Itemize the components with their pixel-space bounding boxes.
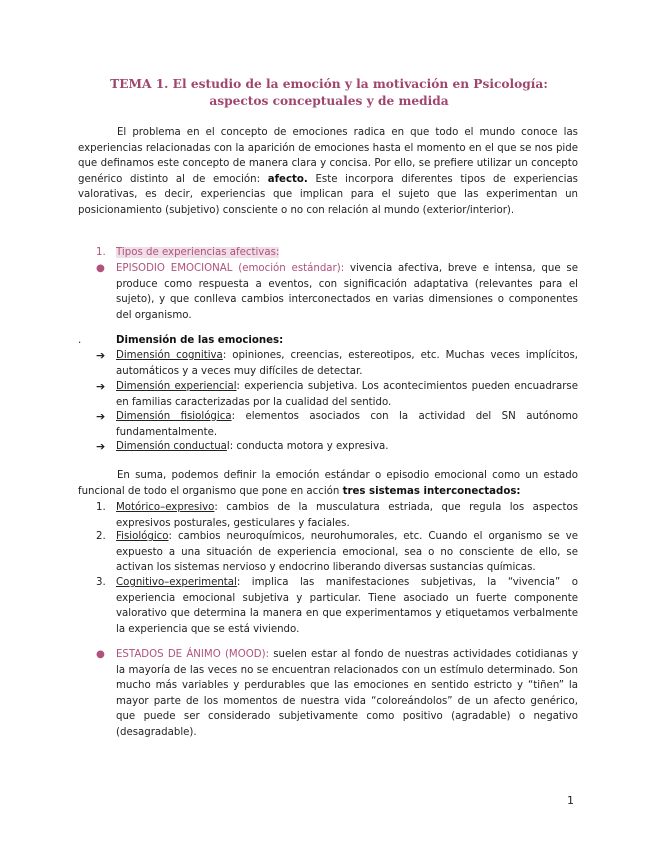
- episodio-text: vivencia afectiva, breve e intensa, que se produce como respuesta a eventos, con significación adaptativa (relevantes para el sujeto), y que conlleva cambios interconectados en varias dimensiones o componentes del organismo.: [116, 263, 578, 321]
- dim-term: Dimensión cognitiva: [116, 350, 223, 361]
- dim-term: Dimensión conductua: [116, 441, 227, 452]
- list-item-dim-experiencial: [78, 379, 578, 410]
- section-tipos: [78, 245, 578, 261]
- system-text: : cambios de la musculatura estriada, que regula los aspectos expresivos posturales, gesticulares y faciales.: [116, 502, 578, 529]
- list-item-dim-conductual: [78, 439, 578, 455]
- list-item-system-3: [78, 575, 578, 637]
- summary-text: En suma, podemos definir la emoción estándar o episodio emocional como un estado funcional de todo el organismo que pone en acción: [78, 470, 578, 497]
- dimension-heading: Dimensión de las emociones:: [116, 335, 284, 346]
- system-text: : implica las manifestaciones subjetivas, la “vivencia” o experiencia emocional subjetiva y particular. Tiene asociado un fuerte componente valorativo que determina la manera en que experimentamos y etiquetamos verbalmente la experiencia que se está viviendo.: [116, 577, 578, 635]
- arrow-right-icon: ➔: [96, 349, 106, 362]
- arrow-right-icon: ➔: [96, 410, 106, 423]
- estados-label: ESTADOS DE ÁNIMO (MOOD):: [116, 649, 269, 660]
- intro-paragraph: [78, 125, 578, 218]
- dim-text: : opiniones, creencias, estereotipos, etc. Muchas veces implícitos, automáticos y a veces muy difíciles de detectar.: [116, 350, 578, 377]
- summary-bold: tres sistemas interconectados:: [342, 485, 521, 497]
- system-number: 1.: [96, 502, 106, 513]
- system-term: Motórico–expresivo: [116, 502, 215, 513]
- intro-bold-term: afecto.: [267, 173, 308, 185]
- list-item-episodio: [78, 261, 578, 323]
- arrow-right-icon: ➔: [96, 440, 106, 453]
- arrow-right-icon: ➔: [96, 380, 106, 393]
- dim-text: : elementos asociados con la actividad del SN autónomo fundamentalmente.: [116, 411, 578, 438]
- list-item-system-2: [78, 529, 578, 576]
- episodio-label: EPISODIO EMOCIONAL (emoción estándar):: [116, 263, 345, 274]
- dim-term: Dimensión experiencial: [116, 381, 237, 392]
- dim-text: : experiencia subjetiva. Los acontecimientos pueden encuadrarse en familias caracterizadas por la cualidad del sentido.: [116, 381, 578, 408]
- system-number: 3.: [96, 577, 106, 588]
- bullet-icon: ●: [96, 263, 105, 274]
- dimension-marker: .: [78, 335, 82, 346]
- dimension-heading-row: [78, 333, 578, 349]
- summary-paragraph: [78, 468, 578, 499]
- dim-text: l: conducta motora y expresiva.: [226, 441, 389, 452]
- system-number: 2.: [96, 531, 106, 542]
- system-text: : cambios neuroquímicos, neurohumorales, etc. Cuando el organismo se ve expuesto a una situación de experiencia emocional, sea o no consciente de ello, se activan los sistemas nervioso y endocrino liberando diversas sustancias químicas.: [116, 531, 578, 573]
- list-item-dim-cognitiva: [78, 348, 578, 379]
- system-term: Cognitivo–experimental: [116, 577, 237, 588]
- list-item-estados: [78, 647, 578, 740]
- intro-text-before: El problema en el concepto de emociones radica en que todo el mundo conoce las experiencias relacionadas con la aparición de emociones hasta el momento en el que se nos pide que definamos este concepto de manera clara y concisa. Por ello, se prefiere utilizar un concepto genérico distinto al de emoción:: [78, 127, 578, 185]
- estados-text: suelen estar al fondo de nuestras actividades cotidianas y la mayoría de las veces no se encuentran relacionados con un estímulo determinado. Son mucho más variables y perdurables que las emociones en sentido estricto y “tiñen” la mayor parte de los momentos de nuestra vida “coloreándolos” de un afecto genérico, que puede ser considerado subjetivamente como positivo (agradable) o negativo (desagradable).: [116, 649, 578, 738]
- page-title: TEMA 1. El estudio de la emoción y la motivación en Psicología: aspectos conceptuales y de medida: [110, 77, 548, 108]
- section-tipos-label: Tipos de experiencias afectivas:: [116, 247, 280, 258]
- intro-text-after: Este incorpora diferentes tipos de experiencias valorativas, es decir, experiencias que implican para el sujeto que las experimentan un posicionamiento (subjetivo) consciente o no con relación al mundo (exterior/interior).: [78, 173, 578, 216]
- list-item-dim-fisiologica: [78, 409, 578, 440]
- bullet-icon: ●: [96, 649, 105, 660]
- list-item-system-1: [78, 500, 578, 531]
- section-tipos-marker: 1.: [96, 247, 106, 258]
- page-number: 1: [567, 794, 574, 807]
- dim-term: Dimensión fisiológica: [116, 411, 232, 422]
- system-term: Fisiológico: [116, 531, 169, 542]
